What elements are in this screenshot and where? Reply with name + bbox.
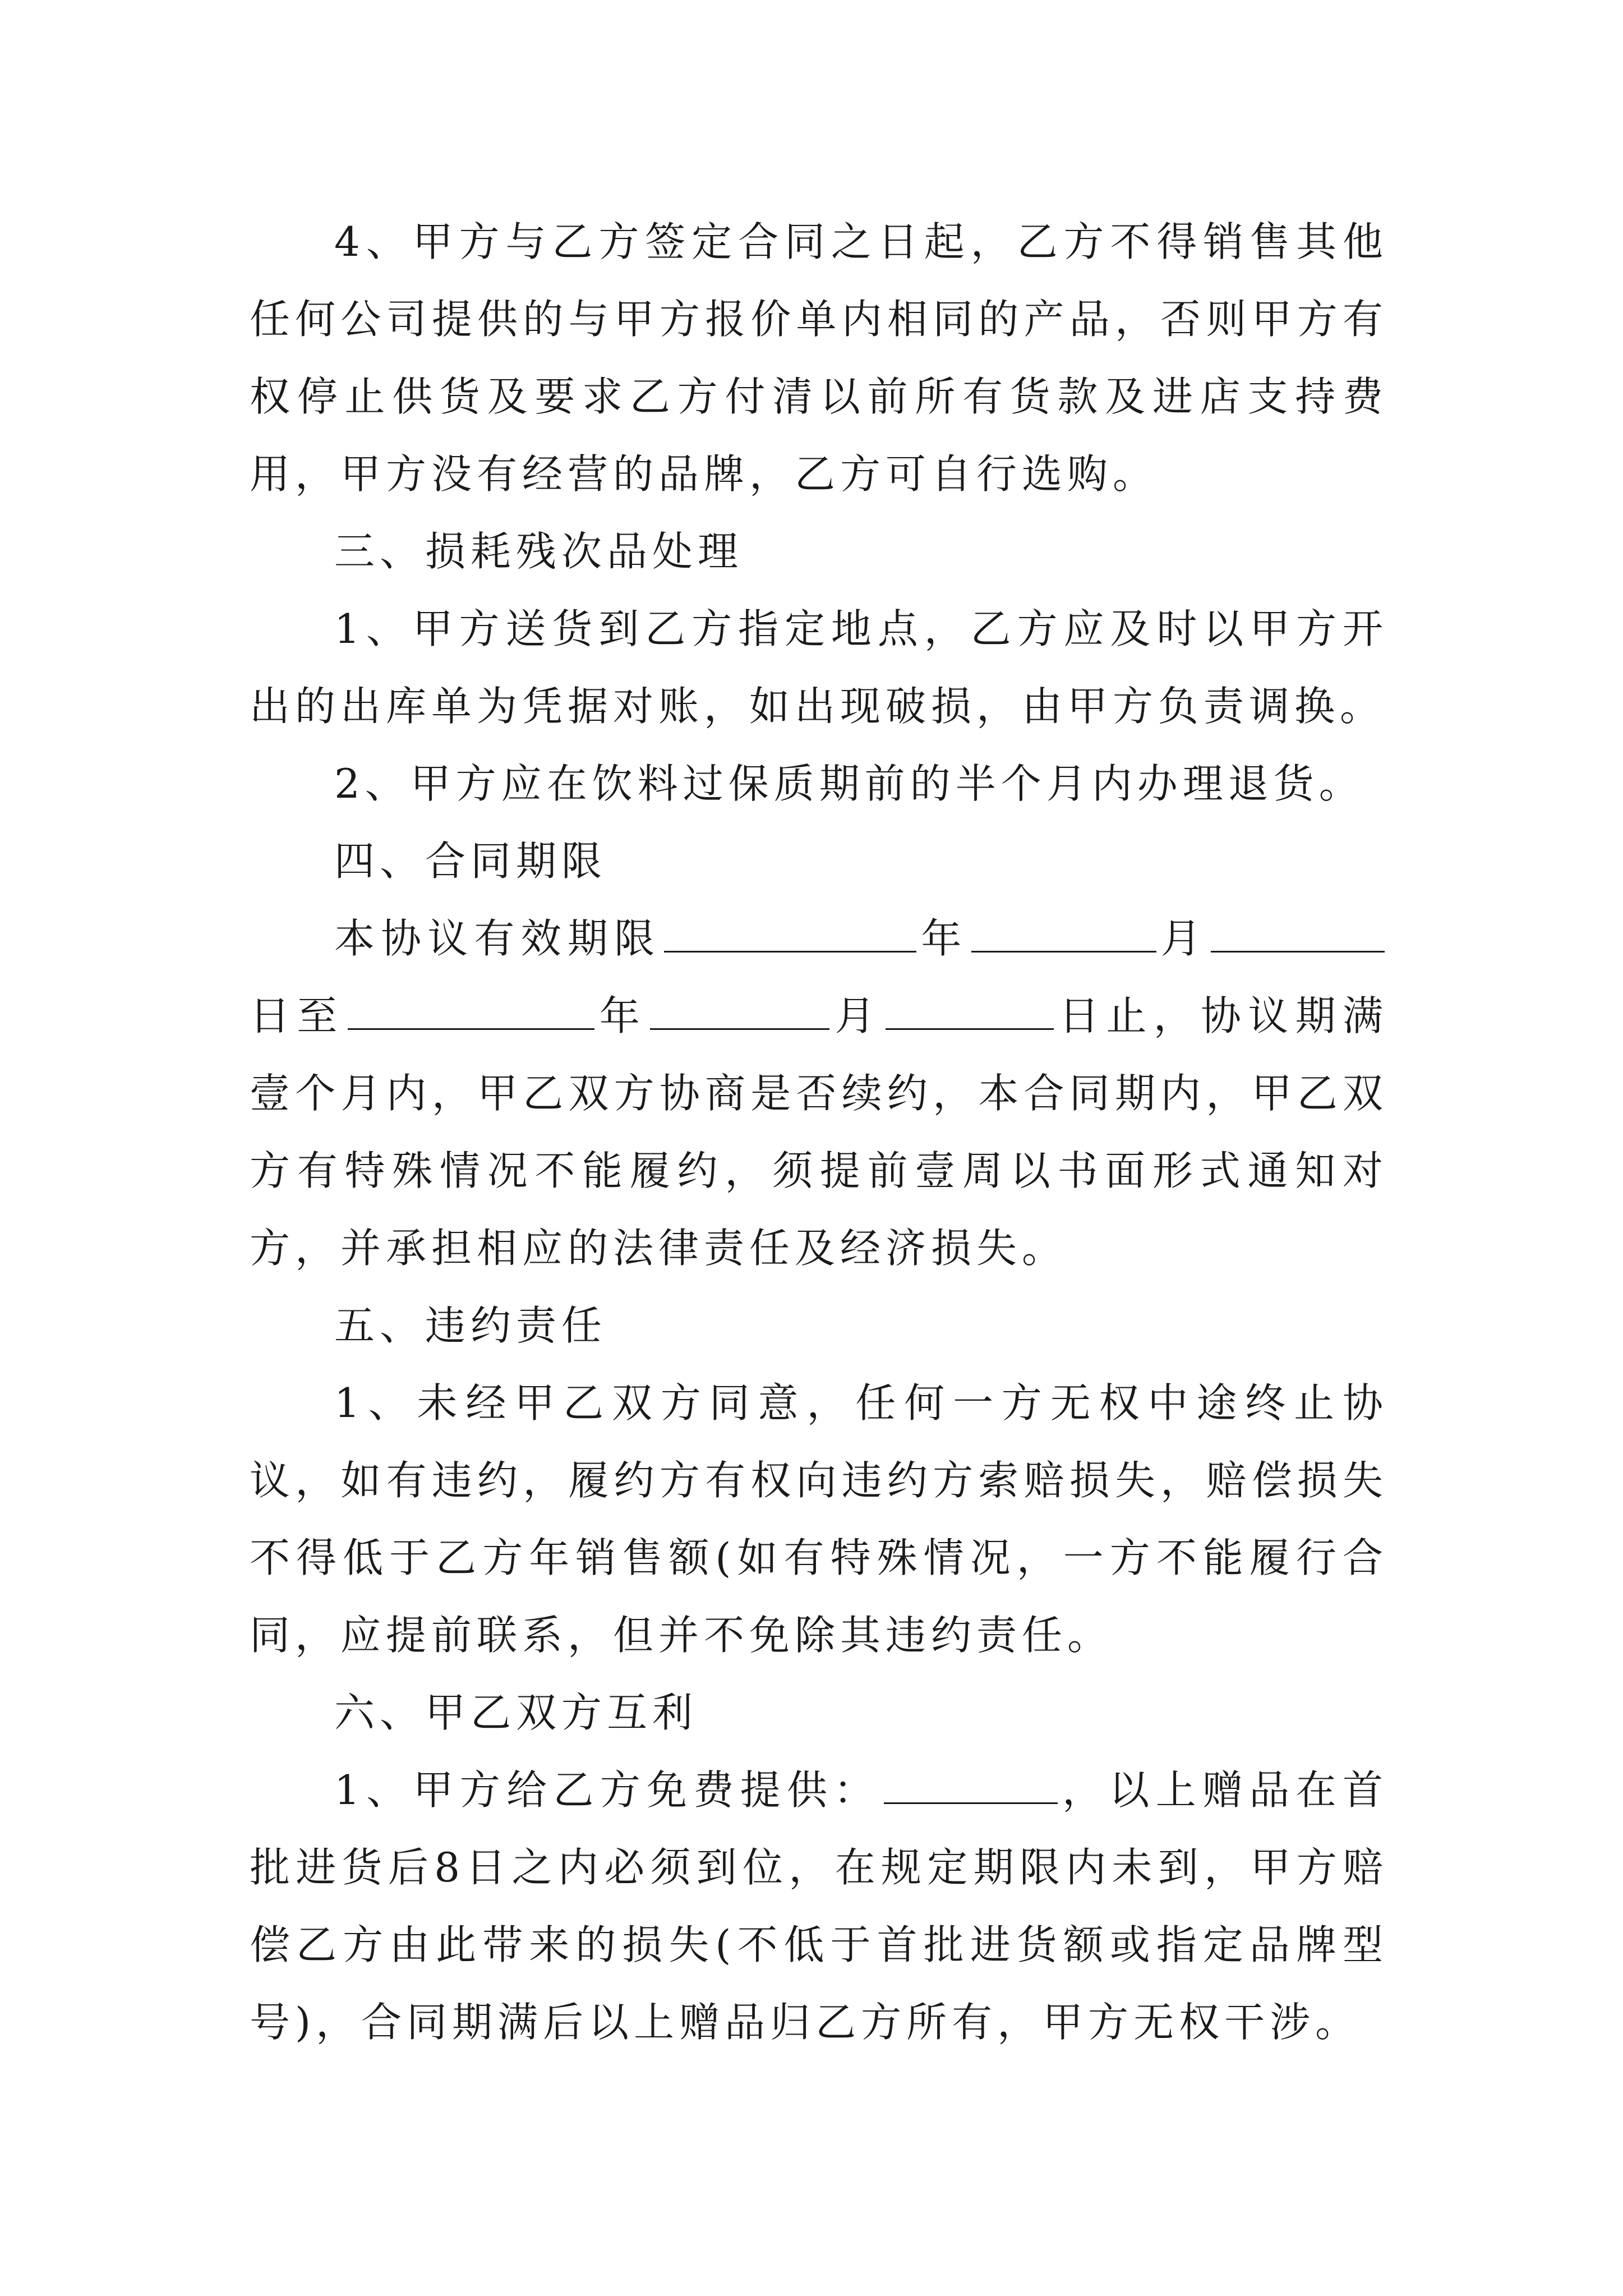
start-year-label: 年 [920, 915, 968, 962]
end-year-label: 年 [597, 992, 647, 1039]
start-month-blank [971, 917, 1156, 953]
start-day-label: 日 [250, 992, 297, 1039]
end-year-blank [348, 995, 594, 1030]
section-6-heading: 六、甲乙双方互利 [334, 1689, 698, 1736]
section-3-heading: 三、损耗残次品处理 [334, 528, 744, 575]
end-month-label: 月 [833, 992, 882, 1039]
term-lead: 本协议有效期限 [334, 915, 661, 962]
clause-3-2-returns: 2、甲方应在饮料过保质期前的半个月内办理退货。 [334, 760, 1364, 807]
gift-lead: 1、甲方给乙方免费提供： [334, 1766, 880, 1814]
gift-tail: ，以上赠品在首批进货后8日之内必须到位，在规定期限内未到，甲方赔偿乙方由此带来的损失(不低于首批进货额或指定品牌型号)，合同期满后以上赠品归乙方所有，甲方无权干涉。 [250, 1766, 1388, 2046]
term-tail: 日止，协议期满壹个月内，甲乙双方协商是否续约，本合同期内，甲乙双方有特殊情况不能履约，须提前壹周以书面形式通知对方，并承担相应的法律责任及经济损失。 [250, 992, 1388, 1272]
document-body [250, 203, 1388, 2061]
clause-3-1-delivery: 1、甲方送货到乙方指定地点，乙方应及时以甲方开出的出库单为凭据对账，如出现破损，由甲方负责调换。 [250, 605, 1388, 730]
start-month-label: 月 [1159, 915, 1207, 962]
start-day-blank [1211, 917, 1385, 953]
clause-5-1-breach: 1、未经甲乙双方同意，任何一方无权中途终止协议，如有违约，履约方有权向违约方索赔损失，赔偿损失不得低于乙方年销售额(如有特殊情况，一方不能履行合同，应提前联系，但并不免除其违约责任。 [250, 1379, 1388, 1659]
term-to: 至 [297, 992, 344, 1039]
start-year-blank [664, 917, 916, 953]
section-5-heading: 五、违约责任 [334, 1302, 607, 1349]
clause-6-1-gifts [250, 1751, 1388, 2061]
end-day-blank [886, 995, 1054, 1030]
term-clause [250, 900, 1388, 1287]
clause-4-exclusive-sales: 4、甲方与乙方签定合同之日起，乙方不得销售其他任何公司提供的与甲方报价单内相同的产品，否则甲方有权停止供货及要求乙方付清以前所有货款及进店支持费用，甲方没有经营的品牌，乙方可自行选购。 [250, 218, 1388, 498]
section-4-heading: 四、合同期限 [334, 838, 607, 885]
gift-blank [884, 1769, 1058, 1804]
end-month-blank [650, 995, 829, 1030]
